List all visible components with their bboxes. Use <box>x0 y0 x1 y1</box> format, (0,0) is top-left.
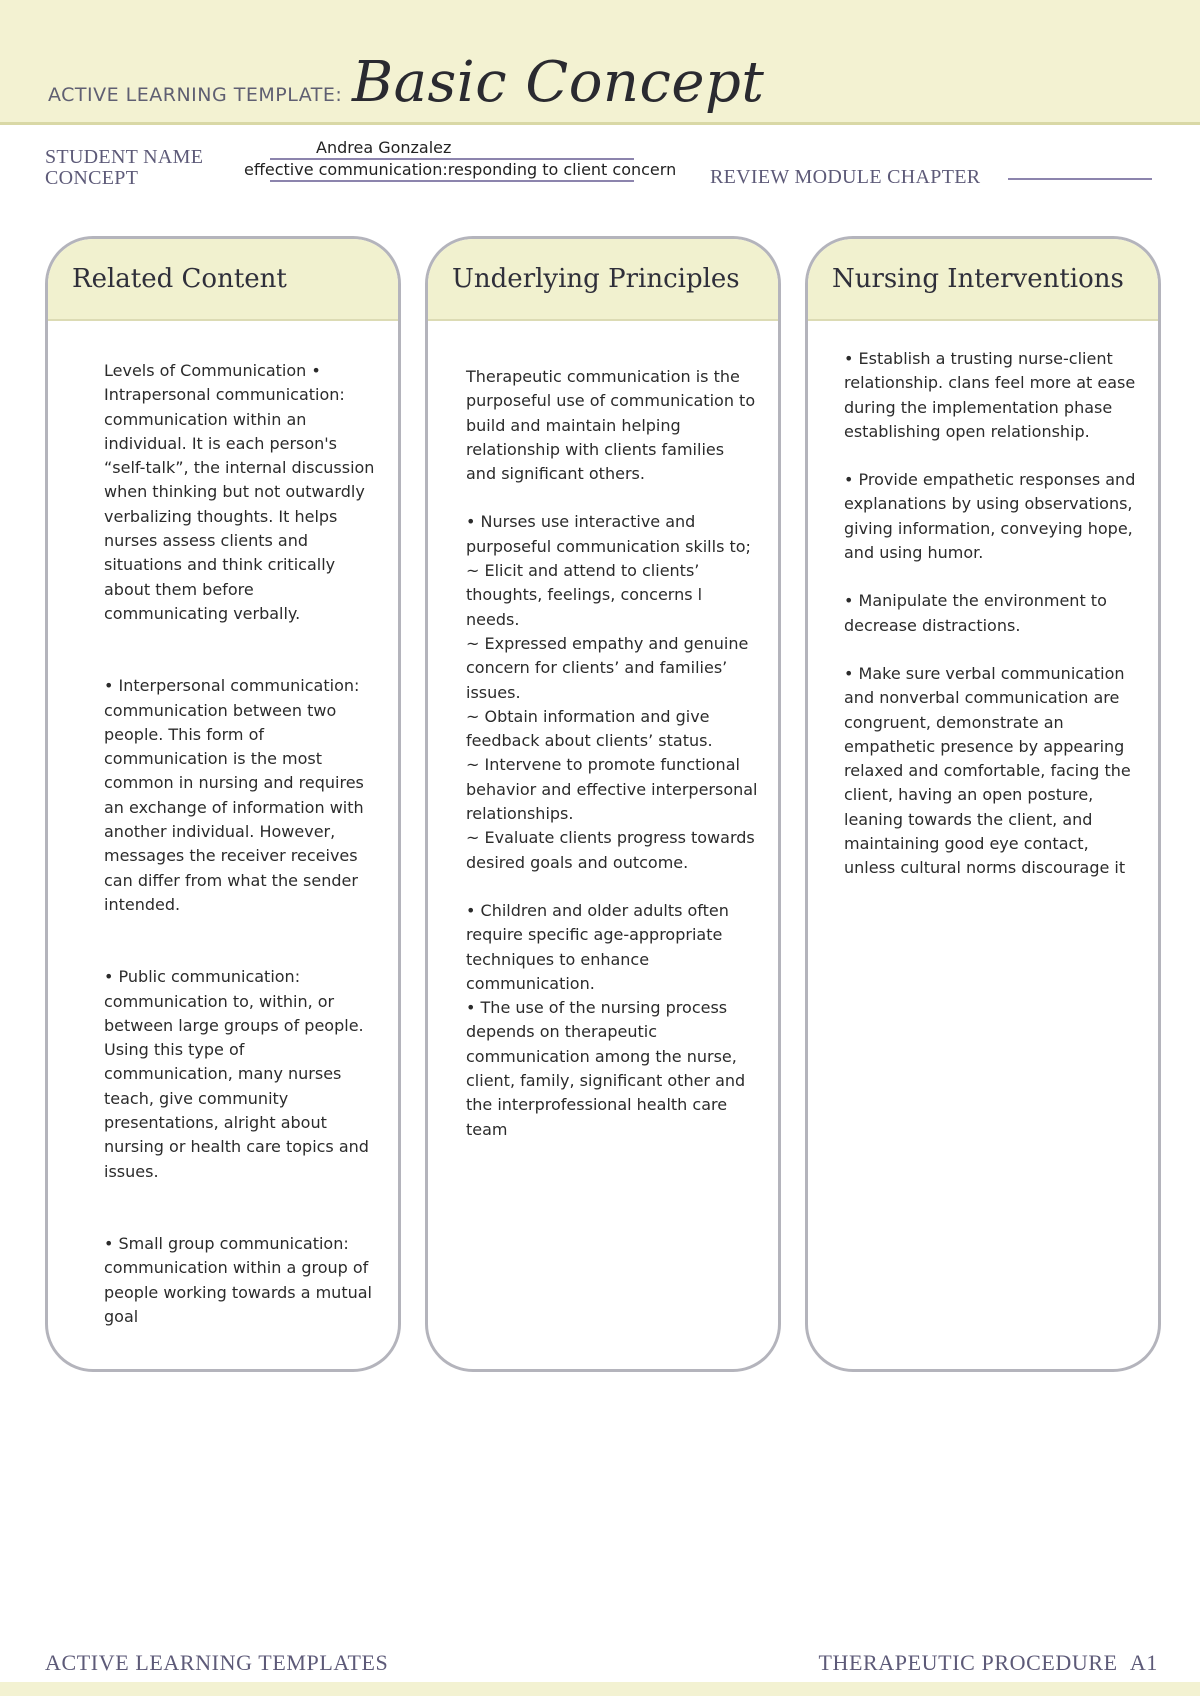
principles-paragraph: Therapeutic communication is the purposeful use of communication to build and maintain helping relationship with clients families and significant others. <box>466 367 756 484</box>
principles-paragraph: ~ Obtain information and give feedback about clients’ status. <box>466 706 713 751</box>
underlying-principles-panel <box>425 236 781 1372</box>
footer-band <box>0 1682 1200 1696</box>
review-module-underline <box>1008 178 1152 180</box>
interventions-paragraph: • Make sure verbal communication and nonverbal communication are congruent, demonstrate an empathetic presence by appearing relaxed and comfortable, facing the client, having an open posture, leaning towards the client, and maintaining good eye contact, unless cultural norms discourage it <box>844 663 1131 878</box>
page-title: Basic Concept <box>352 50 765 115</box>
template-label: ACTIVE LEARNING TEMPLATE: <box>48 84 343 106</box>
related-paragraph: • Interpersonal communication: communication between two people. This form of communication is the most common in nursing and requires an exchange of information with another individual. However, messages the receiver receives can differ from what the sender intended. <box>104 676 364 914</box>
concept-label: CONCEPT <box>45 167 139 189</box>
related-content-body <box>48 321 398 1349</box>
principles-paragraph: ~ Evaluate clients progress towards desired goals and outcome. <box>466 828 755 872</box>
related-paragraph: • Public communication: communication to, within, or between large groups of people. Using this type of communication, many nurses teach, give community presentations, alright about nursing or health care topics and issues. <box>104 967 369 1181</box>
concept-value[interactable]: effective communication:responding to client concern <box>244 160 677 179</box>
underlying-principles-title: Underlying Principles <box>428 239 778 321</box>
principles-paragraph: • Nurses use interactive and purposeful communication skills to; <box>466 512 751 556</box>
concept-underline <box>270 180 634 182</box>
nursing-interventions-title: Nursing Interventions <box>808 239 1158 321</box>
interventions-paragraph: • Establish a trusting nurse-client relationship. clans feel more at ease during the implementation phase establishing open relationship. <box>844 349 1136 441</box>
principles-paragraph: ~ Expressed empathy and genuine concern for clients’ and families’ issues. <box>466 633 749 702</box>
principles-paragraph: • The use of the nursing process depends on therapeutic communication among the nurse, client, family, significant other and the interprofessional health care team <box>466 998 746 1139</box>
review-module-label: REVIEW MODULE CHAPTER <box>710 166 981 188</box>
footer-left-label: ACTIVE LEARNING TEMPLATES <box>45 1650 389 1675</box>
related-content-panel <box>45 236 401 1372</box>
underlying-principles-body <box>428 321 778 1162</box>
interventions-paragraph: • Manipulate the environment to decrease distractions. <box>844 591 1107 635</box>
nursing-interventions-body <box>808 321 1158 901</box>
student-name-value[interactable]: Andrea Gonzalez <box>316 138 452 157</box>
principles-paragraph: ~ Elicit and attend to clients’ thoughts, feelings, concerns l needs. <box>466 561 703 629</box>
interventions-paragraph: • Provide empathetic responses and explanations by using observations, giving information, conveying hope, and using humor. <box>844 470 1136 563</box>
related-paragraph: Levels of Communication • Intrapersonal communication: communication within an individual. It is each person's “self-talk”, the internal discussion when thinking but not outwardly verbalizing thoughts. It helps nurses assess clients and situations and think critically about them before communicating verbally. <box>104 361 375 623</box>
nursing-interventions-panel <box>805 236 1161 1372</box>
footer-right-label <box>818 1650 1158 1676</box>
principles-paragraph: • Children and older adults often require specific age-appropriate techniques to enhance communication. <box>466 900 729 993</box>
student-name-label: STUDENT NAME <box>45 146 204 168</box>
header-band <box>0 0 1200 125</box>
related-paragraph: • Small group communication: communication within a group of people working towards a mutual goal <box>104 1233 372 1326</box>
principles-paragraph: ~ Intervene to promote functional behavior and effective interpersonal relationships. <box>466 755 758 824</box>
footer-page-code: A1 <box>1129 1650 1158 1675</box>
related-content-title: Related Content <box>48 239 398 321</box>
footer-procedure-label: THERAPEUTIC PROCEDURE <box>818 1650 1118 1675</box>
